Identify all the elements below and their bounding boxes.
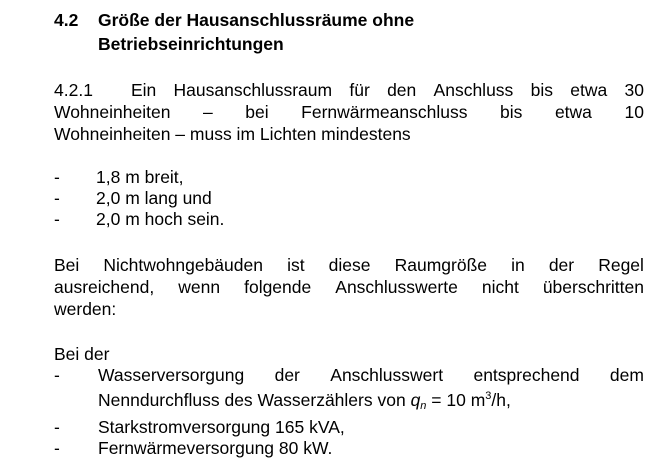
clause-number: 4.2.1 [54, 80, 93, 100]
section-number: 4.2 [54, 10, 79, 30]
flow-value: = 10 m [426, 390, 486, 410]
word: überschritten [542, 277, 644, 297]
word: der [274, 365, 300, 385]
word: nicht [481, 277, 519, 297]
section-heading [54, 8, 414, 56]
water-line-2 [98, 386, 644, 417]
list-item-text: 1,8 m breit, [96, 167, 184, 187]
nonresidential-paragraph [54, 254, 644, 320]
list-item [54, 188, 224, 209]
list-item-water [54, 365, 644, 417]
water-supply-text [98, 365, 644, 417]
word: – [202, 102, 213, 122]
word: etwa [570, 80, 608, 100]
word: 10 [624, 102, 644, 122]
section-title-line-1: Größe der Hausanschlussräume ohne [98, 10, 415, 30]
nonresidential-line-2 [54, 276, 644, 298]
word: in [511, 255, 525, 275]
flow-symbol: q [410, 390, 421, 410]
word: Fernwärmeanschluss [301, 102, 468, 122]
word: diese [328, 255, 371, 275]
unit-superscript: 3 [485, 390, 492, 402]
list-dash: - [54, 167, 60, 187]
word: 30 [624, 80, 644, 100]
word: etwa [554, 102, 592, 122]
word: folgende [244, 277, 312, 297]
section-title-line-2: Betriebseinrichtungen [98, 34, 284, 54]
flow-subscript: n [420, 400, 427, 412]
word: Nichtwohngebäuden [103, 255, 263, 275]
word: für [349, 80, 370, 100]
clause-line-1 [54, 79, 644, 101]
word: bis [500, 102, 523, 122]
water-line-1 [98, 365, 644, 386]
heat-supply-text: Fernwärmeversorgung 80 kW. [98, 438, 333, 458]
nonresidential-line-1 [54, 254, 644, 276]
word: wenn [178, 277, 221, 297]
list-dash: - [54, 417, 60, 437]
supply-list [54, 365, 644, 459]
word: Hausanschlussraum [173, 80, 333, 100]
list-item-power [54, 417, 644, 438]
list-item-text: 2,0 m hoch sein. [96, 209, 225, 229]
word: Bei [54, 255, 80, 275]
list-item [54, 209, 224, 230]
word: Wasserversorgung [98, 365, 245, 385]
dimension-list [54, 167, 224, 230]
section-title [98, 8, 414, 56]
clause-line-1-words [131, 79, 644, 101]
word: Anschlusswert [330, 365, 444, 385]
list-item-heat [54, 438, 644, 459]
word: Anschluss [433, 80, 514, 100]
water-line-2-text: Nenndurchfluss des Wasserzählers von [98, 390, 411, 410]
word: Ein [130, 80, 157, 100]
list-dash: - [54, 438, 60, 458]
word: Regel [598, 255, 644, 275]
clause-paragraph [54, 79, 644, 145]
list-dash: - [54, 209, 60, 229]
word: dem [609, 365, 644, 385]
clause-line-3: Wohneinheiten – muss im Lichten mindestens [54, 124, 411, 144]
word: Raumgröße [394, 255, 487, 275]
list-dash: - [54, 188, 60, 208]
nonresidential-line-3: werden: [54, 299, 117, 319]
word: den [387, 80, 417, 100]
supply-intro: Bei der [54, 344, 110, 364]
flow-unit: /h, [491, 390, 511, 410]
word: entsprechend [473, 365, 580, 385]
word: ausreichend, [54, 277, 155, 297]
power-supply-text: Starkstromversorgung 165 kVA, [98, 417, 345, 437]
list-item [54, 167, 224, 188]
word: bei [245, 102, 269, 122]
word: bis [530, 80, 553, 100]
word: Wohneinheiten [54, 102, 171, 122]
list-item-text: 2,0 m lang und [96, 188, 212, 208]
list-dash: - [54, 365, 60, 385]
word: ist [287, 255, 305, 275]
word: Anschlusswerte [335, 277, 458, 297]
clause-line-2 [54, 101, 644, 123]
word: der [548, 255, 575, 275]
